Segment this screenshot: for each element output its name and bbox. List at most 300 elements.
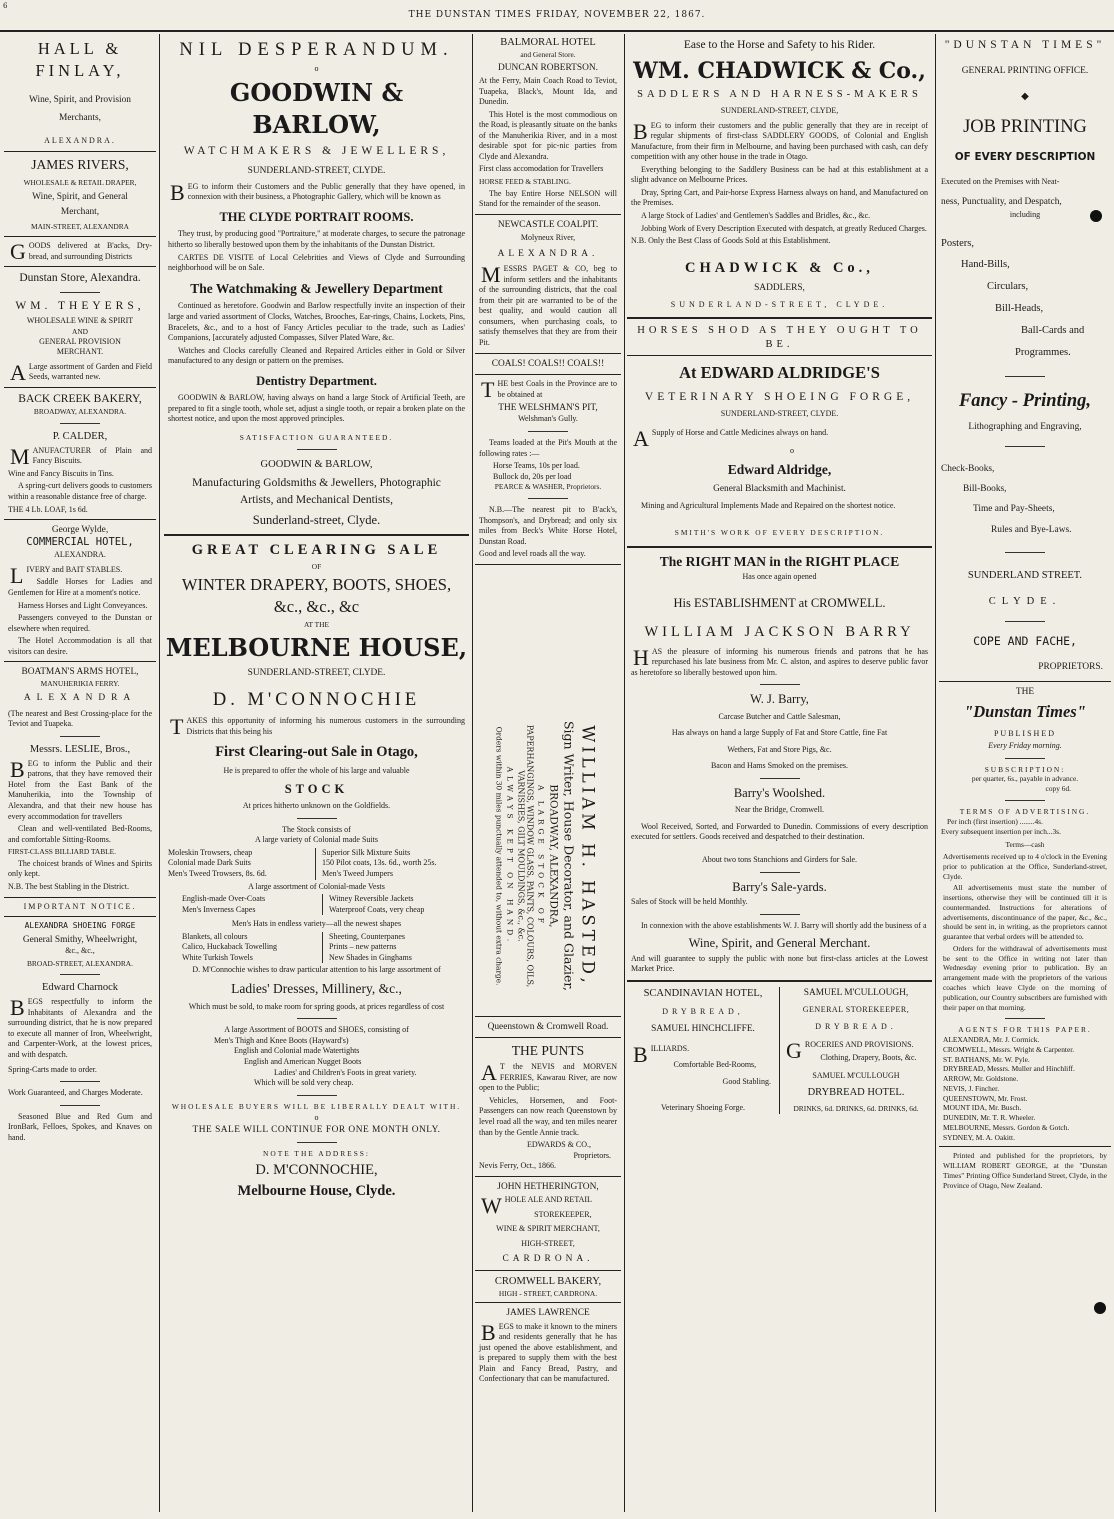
boots-line: English and Colonial made Watertights xyxy=(234,1046,360,1056)
aldridge-name: Edward Aldridge, xyxy=(727,462,832,477)
back-creek-title: BACK CREEK BAKERY, xyxy=(18,392,142,405)
address-name: D. M'CONNOCHIE, xyxy=(255,1162,378,1179)
punts-sig: EDWARDS & CO., xyxy=(526,1140,591,1150)
chadwick-slogan: Ease to the Horse and Safety to his Rider. xyxy=(683,39,876,51)
sale-intro-text: AKES this opportunity of informing his numerous customers in the surrounding Districts that this being his xyxy=(186,716,465,736)
commercial-para: Harness Horses and Light Conveyances. xyxy=(18,600,148,610)
subscription: SUBSCRIPTION: xyxy=(984,764,1066,774)
separator: o xyxy=(314,64,319,74)
ink-blot xyxy=(1090,210,1102,222)
shoeing-place: BROAD-STREET, ALEXANDRA. xyxy=(27,958,133,968)
agent-entry: QUEENSTOWN, Mr. Frost. xyxy=(943,1093,1028,1103)
theyers-line: MERCHANT. xyxy=(56,347,104,357)
stock-list-left xyxy=(168,894,318,915)
column-1 xyxy=(4,34,156,1512)
bakery-body xyxy=(479,1319,617,1385)
goods-notice xyxy=(8,239,152,265)
newcastle-body-text: ESSRS PAGET & CO, beg to inform settlers and the inhabitants of the surrounding districts, that the coal from their pit are warranted to be of the best quality, and would caution all consumers, when purchasing coals, to satisfy themselves that they are from their Pit. xyxy=(479,264,617,347)
sale-line: Which must be sold, to make room for spring goods, at prices regardless of cost xyxy=(188,1001,445,1011)
drop-cap: G xyxy=(10,239,26,265)
satisfaction: SATISFACTION GUARANTEED. xyxy=(239,432,394,442)
chadwick-sig-trade: SADDLERS, xyxy=(754,282,805,293)
woolshed-place: Near the Bridge, Cromwell. xyxy=(734,805,825,815)
chadwick-body xyxy=(631,118,928,163)
wj-trade: Carcase Butcher and Cattle Salesman, xyxy=(718,711,841,721)
back-creek-place: BROADWAY, ALEXANDRA. xyxy=(33,407,127,417)
stock-item: Calico, Huckaback Towelling xyxy=(182,942,278,952)
boots-line: Which will be sold very cheap. xyxy=(254,1078,354,1088)
scandinavian-owner: SAMUEL HINCHCLIFFE. xyxy=(651,1024,755,1035)
exec-line: including xyxy=(1009,209,1041,219)
calder-line: THE 4 Lb. LOAF, 1s 6d. xyxy=(8,504,88,514)
aldridge-title: At EDWARD ALDRIDGE'S xyxy=(679,363,880,383)
agents-heading: AGENTS FOR THIS PAPER. xyxy=(958,1025,1092,1035)
goodwin-para: They trust, by producing good "Portraiture," at moderate charges, to secure the patronage hitherto so liberally bestowed upon them by the inhabitants of the Dunstan District. xyxy=(168,229,465,250)
clearing-sale-banner: GREAT CLEARING SALE xyxy=(191,542,442,559)
drop-cap: A xyxy=(633,425,649,451)
mcullough-sig: SAMUEL M'CULLOUGH xyxy=(812,1071,900,1081)
subscription-line: per quarter, 6s., payable in advance. xyxy=(971,774,1079,784)
goodwin-sig-street: Sunderland-street, Clyde. xyxy=(252,512,381,527)
terms-cash: Terms—cash xyxy=(1005,840,1045,850)
goods-notice-text: OODS delivered at B'acks, Dry-bread, and surrounding Districts xyxy=(28,241,152,261)
sale-line: D. M'Connochie wishes to draw particular attention to his large assortment of xyxy=(192,965,441,975)
chadwick-sig-street: SUNDERLAND-STREET, CLYDE. xyxy=(670,300,889,310)
stock-item: Superior Silk Mixture Suits xyxy=(322,847,411,857)
printing-item: Programmes. xyxy=(1015,346,1071,358)
drop-cap: G xyxy=(786,1038,802,1064)
hasted-orders: Orders within 30 miles punctually attended to, without extra charge. xyxy=(494,726,504,986)
shoeing-line: &c., &c., xyxy=(65,946,95,956)
column-rule xyxy=(159,34,160,1512)
hasted-advert xyxy=(478,706,614,1006)
friday: Every Friday morning. xyxy=(988,741,1062,751)
agent-entry: MELBOURNE, Messrs. Gordon & Gotch. xyxy=(943,1122,1070,1132)
column-rule xyxy=(472,34,473,1512)
newcastle-place: ALEXANDRA. xyxy=(497,248,599,259)
calder-name: P. CALDER, xyxy=(52,430,108,442)
bakery-title: CROMWELL BAKERY, xyxy=(494,1275,602,1287)
punts-body xyxy=(479,1062,617,1094)
drybread-hotel: DRYBREAD HOTEL. xyxy=(807,1086,905,1098)
fancy-printing: Fancy - Printing, xyxy=(958,390,1092,411)
watch-dept-heading: The Watchmaking & Jewellery Department xyxy=(190,280,443,296)
hall-finlay-place: ALEXANDRA. xyxy=(44,136,116,146)
opened: Has once again opened xyxy=(742,572,817,582)
goodwin-street: SUNDERLAND-STREET, CLYDE. xyxy=(247,166,386,177)
hall-finlay-line: Merchants, xyxy=(59,112,101,123)
printing-item: Posters, xyxy=(941,237,974,249)
chadwick-title: WM. CHADWICK & Co., xyxy=(633,58,926,85)
first-clearing-sale: First Clearing-out Sale in Otago, xyxy=(215,744,418,761)
theyers-body-text: Large assortment of Garden and Field Seeds, warranted new. xyxy=(28,361,152,382)
coals-rate: Bullock do, 20s per load xyxy=(493,471,572,481)
guarantee-para: And will guarantee to supply the public with none but first-class articles at the Lowest Market Price. xyxy=(631,953,928,974)
theyers-body xyxy=(8,359,152,385)
charnock-para: Spring-Carts made to order. xyxy=(8,1064,97,1074)
stock-item: New Shades in Ginghams xyxy=(329,952,412,962)
agent-entry: MOUNT IDA, Mr. Busch. xyxy=(943,1103,1022,1113)
goodwin-intro-text: EG to inform their Customers and the Public generally that they have opened, in connexion with their business, a Photographic Gallery, which will be known as xyxy=(187,181,465,202)
stock-item: Moleskin Trowsers, cheap xyxy=(168,847,253,857)
balmoral-title: BALMORAL HOTEL xyxy=(500,37,596,48)
mconnochie-name: D. M'CONNOCHIE xyxy=(212,689,421,710)
printing-office-sub: GENERAL PRINTING OFFICE. xyxy=(961,66,1089,77)
barry-body-text: AS the pleasure of informing his numerous friends and patrons that he has repurchased his late business from Mr. C. alston, and aspires to deserve public favor as heretofore so liberally bestowed upon him. xyxy=(631,646,928,677)
scandinavian-place: DRYBREAD, xyxy=(662,1006,744,1016)
printing-office-title: "DUNSTAN TIMES" xyxy=(944,39,1106,51)
masthead xyxy=(0,0,1114,32)
stock-item: Men's Inverness Capes xyxy=(182,904,256,914)
stock-list-left xyxy=(168,848,311,880)
hasted-kept: ALWAYS KEPT ON HAND. xyxy=(505,766,515,946)
stock-list-right xyxy=(322,932,465,964)
printing-item: Hand-Bills, xyxy=(961,259,1010,271)
exec-line: Executed on the Premises with Neat- xyxy=(941,177,1060,187)
agents-list xyxy=(939,1035,1111,1142)
charnock-para: Work Guaranteed, and Charges Moderate. xyxy=(8,1088,143,1098)
agent-entry: ARROW, Mr. Goldstone. xyxy=(943,1074,1019,1084)
sale-stock: STOCK xyxy=(284,781,349,796)
drop-cap: B xyxy=(633,1041,648,1067)
chadwick-body-text: EG to inform their customers and the public generally that they are in receipt of regular shipments of first-class SADDLERY GOODS, of Colonial and English Manufacture, from their firm in Melbourne, and having been purchased with cash, can defy competition with any other house in the trade in Otago. xyxy=(631,120,928,162)
drop-cap: B xyxy=(633,118,648,144)
goodwin-para: GOODWIN & BARLOW, having always on hand a large Stock of Artificial Teeth, are prepared to fit a single tooth, whole set, adjust a single tooth, or repair a broken plate on the shortest notice, and upon the most approved principles. xyxy=(168,393,465,424)
sale-at: AT THE xyxy=(304,619,329,629)
leslie-para: The choicest brands of Wines and Spirits only kept. xyxy=(8,858,152,879)
drop-cap: B xyxy=(481,1319,496,1345)
goodwin-para: Watches and Clocks carefully Cleaned and Repaired Articles either in Gold or Silver manufactured to any design or pattern on the premises. xyxy=(168,345,465,366)
lawrence-name: JAMES LAWRENCE xyxy=(506,1308,590,1319)
agent-entry: SYDNEY, M. A. Oakitt. xyxy=(943,1132,1015,1142)
proprietors-role: PROPRIETORS. xyxy=(1038,662,1103,673)
calder-body xyxy=(8,443,152,469)
boots-line: Men's Thigh and Knee Boots (Hayward's) xyxy=(214,1035,349,1045)
agent-entry: CROMWELL, Messrs. Wright & Carpenter. xyxy=(943,1044,1075,1054)
leslie-para: FIRST-CLASS BILLIARD TABLE. xyxy=(8,847,117,857)
stock-list xyxy=(168,932,465,964)
commercial-place: ALEXANDRA. xyxy=(54,550,106,560)
dunstan-store: Dunstan Store, Alexandra. xyxy=(19,272,141,285)
sale-offer: He is prepared to offer the whole of his large and valuable xyxy=(223,766,410,776)
boatmans-title: BOATMAN'S ARMS HOTEL, xyxy=(21,667,139,678)
mcullough-line: Clothing, Drapery, Boots, &c. xyxy=(820,1052,917,1062)
scandinavian-body-text: ILLIARDS. xyxy=(650,1043,690,1053)
chadwick-para: N.B. Only the Best Class of Goods Sold at this Establishment. xyxy=(631,236,831,246)
stanchions: About two tons Stanchions and Girders for Sale. xyxy=(701,854,858,864)
sale-line: A large assortment of Colonial-made Vests xyxy=(248,881,385,891)
balmoral-para: At the Ferry, Main Coach Road to Teviot, Tuapeka, Black's, Mount Ida, and Dunedin. xyxy=(479,76,617,107)
drop-cap: L xyxy=(10,562,24,588)
calder-line: Wine and Fancy Biscuits in Tins. xyxy=(8,468,114,478)
ink-blot xyxy=(1094,1302,1106,1314)
calder-body-text: ANUFACTURER of Plain and Fancy Biscuits. xyxy=(32,445,152,466)
hasted-trade: Sign Writer, House Decorator, and Glazier, xyxy=(561,720,577,992)
goodwin-sig-line: Artists, and Mechanical Dentists, xyxy=(240,493,393,506)
printing-item: Time and Pay-Sheets, xyxy=(973,504,1055,515)
boatmans-town: ALEXANDRA xyxy=(23,693,137,704)
exec-line: ness, Punctuality, and Despatch, xyxy=(941,196,1062,207)
column-3-lower xyxy=(475,1012,621,1512)
mcullough-title: SAMUEL M'CULLOUGH, xyxy=(803,987,909,998)
commercial-owner: George Wylde, xyxy=(51,525,109,536)
agent-entry: ST. BATHANS, Mr. W. Pyle. xyxy=(943,1054,1030,1064)
portrait-rooms: THE CLYDE PORTRAIT ROOMS. xyxy=(219,209,414,224)
dentistry-heading: Dentistry Department. xyxy=(256,373,377,388)
leslie-title: Messrs. LESLIE, Bros., xyxy=(29,743,131,755)
coals-rate: Horse Teams, 10s per load. xyxy=(493,461,580,471)
smith-work: SMITH'S WORK OF EVERY DESCRIPTION. xyxy=(674,527,885,537)
office-town: CLYDE. xyxy=(988,595,1062,607)
drop-cap: H xyxy=(633,644,649,670)
bottom-adverts xyxy=(627,987,932,1114)
mcullough-body-text: ROCERIES AND PROVISIONS. xyxy=(804,1040,914,1050)
hetherington-body-text: HOLE ALE AND RETAIL xyxy=(504,1195,592,1205)
drinks-line: DRINKS, 6d. DRINKS, 6d. DRINKS, 6d. xyxy=(793,1103,919,1113)
wj-barry: W. J. Barry, xyxy=(750,692,809,707)
terms-para: Orders for the withdrawal of advertisements must be sent to the Office in writing not later than Wednesday evening prior to publication. By an arrangement made with the proprietors of the various coaches which leave Clyde on the morning of publication, our Country subscribers are furnished with their paper on that morning. xyxy=(943,943,1107,1012)
wj-line: Has always on hand a large Supply of Fat and Store Cattle, fine Fat xyxy=(671,728,888,738)
printing-item: Ball-Cards and xyxy=(1021,324,1085,336)
boots-line: English and American Nugget Boots xyxy=(244,1056,362,1066)
chadwick-street: SUNDERLAND-STREET, CLYDE, xyxy=(720,106,839,116)
drop-cap: B xyxy=(10,995,25,1021)
scandinavian-line: Comfortable Bed-Rooms, xyxy=(673,1060,757,1070)
paper-title: "Dunstan Times" xyxy=(964,701,1086,721)
coals-para: Good and level roads all the way. xyxy=(479,549,586,559)
chadwick-para: Everything belonging to the Saddlery Business can be had at this establishment at a slight advance on Melbourne Prices. xyxy=(631,164,928,185)
leslie-para: N.B. The best Stabling in the District. xyxy=(8,882,129,892)
printing-item: Check-Books, xyxy=(941,463,995,474)
newcastle-title: NEWCASTLE COALPIT. xyxy=(497,219,599,230)
mcullough-place: DRYBREAD. xyxy=(815,1021,897,1031)
hasted-items: PAPERHANGINGS, WINDOW GLASS, PAINTS, COLOURS, OILS, VARNISHES, GILT MOULDINGS, &c., &c. xyxy=(516,724,535,988)
printing-item: Bill-Books, xyxy=(963,483,1007,494)
motto-heading: NIL DESPERANDUM. xyxy=(179,40,454,60)
sale-of: OF xyxy=(311,562,322,572)
barry-body xyxy=(631,644,928,679)
rivers-line: WHOLESALE & RETAIL DRAPER, xyxy=(23,177,137,187)
imprint: Printed and published for the proprietors, by WILLIAM ROBERT GEORGE, at the "Dunstan Times" Printing Office Sunderland Street, Clyde, in the Province of Otago, New Zealand. xyxy=(943,1151,1107,1190)
goodwin-intro xyxy=(168,179,465,205)
wj-line: Wethers, Fat and Store Pigs, &c. xyxy=(727,744,832,754)
stock-item: Sheeting, Counterpanes xyxy=(329,931,405,941)
drop-cap: A xyxy=(481,1060,497,1086)
aldridge-forge: VETERINARY SHOEING FORGE, xyxy=(644,391,915,404)
column-5 xyxy=(939,34,1111,1512)
stock-item: Waterproof Coats, very cheap xyxy=(329,904,425,914)
barry-name: WILLIAM JACKSON BARRY xyxy=(644,624,915,641)
charnock-name: Edward Charnock xyxy=(41,982,119,994)
wine-merchant: Wine, Spirit, and General Merchant. xyxy=(688,936,871,951)
column-4 xyxy=(627,34,932,1512)
stock-list xyxy=(168,894,465,915)
scandinavian-line: Veterinary Shoeing Forge. xyxy=(660,1103,746,1113)
sale-consists: The Stock consists of xyxy=(282,824,351,834)
terms-para: All advertisements must state the number of insertions, otherwise they will be continued till it is countermanded. Instructions for alterations of advertisements, discontinuance of the paper, &c., &c., should be sent in, in writing, as the proprietors cannot guarantee that verbal orders will be attended to. xyxy=(943,883,1107,942)
bakery-body-text: EGS to make it known to the miners and residents generally that he has just opened the above establishment, and is prepared to supply them with the best Plain and Fancy Bread, Pastry, and Confectionary that can be manufactured. xyxy=(479,1321,617,1384)
theyers-line: WHOLESALE WINE & SPIRIT xyxy=(26,316,134,326)
sale-month: THE SALE WILL CONTINUE FOR ONE MONTH ONLY. xyxy=(192,1124,441,1135)
newcastle-place: Molyneux River, xyxy=(520,233,576,243)
balmoral-sub: and General Store. xyxy=(520,49,576,59)
charnock-body-text: EGS respectfully to inform the Inhabitants of Alexandra and the surrounding district, that he is now prepared to execute all manner of Iron, Wheelwright, and Carpenter-Work, at the lowest prices, and with despatch. xyxy=(8,997,152,1059)
hetherington-name: JOHN HETHERINGTON, xyxy=(497,1181,599,1192)
column-2 xyxy=(164,34,469,1512)
sale-line: A large variety of Colonial made Suits xyxy=(255,835,378,845)
separator: o xyxy=(789,446,794,456)
supply-body xyxy=(631,425,928,451)
supply-text: Supply of Horse and Cattle Medicines always on hand. xyxy=(651,427,829,437)
agent-entry: DUNEDIN, Mr. T. R. Wheeler. xyxy=(943,1113,1036,1123)
chadwick-para: Dray, Spring Cart, and Pair-horse Express Harness always on hand, and Manufactured on the Premises. xyxy=(631,187,928,208)
coals-gully: Welshman's Gully. xyxy=(518,414,578,424)
terms-heading: TERMS OF ADVERTISING. xyxy=(959,806,1091,816)
boots-line: A large Assortment of BOOTS and SHOES, consisting of xyxy=(224,1025,409,1035)
coals-para: Teams loaded at the Pit's Mouth at the following rates :— xyxy=(479,438,617,458)
hetherington-line: CARDRONA. xyxy=(502,1254,594,1265)
aldridge-street: SUNDERLAND-STREET, CLYDE. xyxy=(720,409,839,419)
shoeing-line: General Smithy, Wheelwright, xyxy=(22,934,138,945)
bakery-street: HIGH - STREET, CARDRONA. xyxy=(498,1288,598,1298)
drop-cap: M xyxy=(10,443,30,469)
office-street: SUNDERLAND STREET. xyxy=(967,570,1083,582)
coals-pit: THE WELSHMAN'S PIT, xyxy=(498,403,598,414)
horses-shod: HORSES SHOD AS THEY OUGHT TO BE. xyxy=(637,324,922,350)
hasted-rotated xyxy=(495,708,598,1004)
sale-intro xyxy=(168,714,465,740)
goodwin-trade: WATCHMAKERS & JEWELLERS, xyxy=(183,145,450,158)
sale-etc: &c., &c., &c xyxy=(273,597,360,617)
aldridge-para: Mining and Agricultural Implements Made and Repaired on the shortest notice. xyxy=(641,501,896,511)
goodwin-sig-line: Manufacturing Goldsmiths & Jewellers, Photographic xyxy=(192,476,441,489)
balmoral-para: The bay Entire Horse NELSON will Stand for the remainder of the season. xyxy=(479,188,617,209)
rivers-line: Wine, Spirit, and General xyxy=(32,192,128,203)
balmoral-owner: DUNCAN ROBERTSON. xyxy=(498,62,598,73)
chadwick-trade: SADDLERS AND HARNESS-MAKERS xyxy=(637,89,922,101)
agent-entry: NEVIS, J. Fincher. xyxy=(943,1083,1000,1093)
proprietors: COPE AND FACHE, xyxy=(973,633,1077,648)
terms-line: Per inch (first insertion) ........4s. xyxy=(947,816,1043,826)
note-address: NOTE THE ADDRESS: xyxy=(263,1149,370,1159)
punts-para: Vehicles, Horsemen, and Foot-Passengers can now reach Queenstown by level road all the way, and ten miles nearer than by the Gentle Annie track. xyxy=(479,1095,617,1137)
punts-body-text: T the NEVIS and MORVEN FERRIES, Kawarau River, are now open to the Public; xyxy=(479,1062,617,1093)
punts-date: Nevis Ferry, Oct., 1866. xyxy=(479,1161,557,1171)
published: PUBLISHED xyxy=(993,728,1056,738)
road-heading: Queenstown & Cromwell Road. xyxy=(487,1022,609,1032)
important-notice: IMPORTANT NOTICE. xyxy=(23,901,137,911)
hall-finlay-title: HALL & FINLAY, xyxy=(35,39,125,80)
stock-list-right xyxy=(315,848,465,880)
leslie-body-text: EG to inform the Public and their patrons, that they have removed their Hotel from the East Bank of the Manuherikia, into the Township of Alexandra, and that their new house has every accommodation for travellers xyxy=(8,758,152,821)
woolshed-heading: Barry's Woolshed. xyxy=(733,785,826,800)
commercial-title: COMMERCIAL HOTEL, xyxy=(26,536,134,549)
drop-cap: B xyxy=(170,179,185,205)
scandinavian-line: Good Stabling. xyxy=(722,1076,771,1086)
mcullough-advert xyxy=(779,987,932,1114)
balmoral-para: HORSE FEED & STABLING. xyxy=(479,176,571,186)
chadwick-para: Jobbing Work of Every Description Executed with despatch, at greatly Reduced Charges. xyxy=(641,223,927,233)
agent-entry: ALEXANDRA, Mr. J. Cormick. xyxy=(943,1035,1040,1045)
mcullough-trade: GENERAL STOREKEEPER, xyxy=(802,1005,910,1015)
melbourne-house: MELBOURNE HOUSE, xyxy=(165,632,468,662)
woolshed-para: Wool Received, Sorted, and Forwarded to Dunedin. Commissions of every description executed for settlers. Goods received and despatched to their destination. xyxy=(631,821,928,842)
aldridge-trade: General Blacksmith and Machinist. xyxy=(713,483,846,494)
rivers-title: JAMES RIVERS, xyxy=(31,156,129,172)
commercial-para: Saddle Horses for Ladies and Gentlemen for Hire at a moment's notice. xyxy=(8,577,152,597)
stock-item: Blankets, all colours xyxy=(182,931,248,941)
drop-cap: B xyxy=(10,756,25,782)
wj-line: Bacon and Hams Smoked on the premises. xyxy=(710,761,849,771)
sale-line: Men's Hats in endless variety—all the newest shapes xyxy=(231,919,402,929)
wholesale-notice: WHOLESALE BUYERS WILL BE LIBERALLY DEALT WITH. xyxy=(171,1101,462,1111)
coals-para: N.B.—The nearest pit to B'ack's, Thompson's, and Drybread; and only six miles from Beck's White Horse Hotel, Dunstan Road. xyxy=(479,504,617,546)
hetherington-line: WINE & SPIRIT MERCHANT, xyxy=(496,1224,600,1234)
coals-body-text: HE best Coals in the Province are to be obtained at xyxy=(497,378,617,399)
printing-item: Rules and Bye-Laws. xyxy=(991,524,1072,535)
job-printing: JOB PRINTING xyxy=(963,116,1087,137)
hetherington-line: STOREKEEPER, xyxy=(534,1209,592,1219)
coals-body xyxy=(479,376,617,402)
drop-cap: A xyxy=(10,359,26,385)
stock-item: Prints – new patterns xyxy=(329,942,397,952)
balmoral-para: First class accomodation for Travellers xyxy=(479,164,604,174)
goodwin-para: CARTES DE VISITE of Local Celebrities and Views of Clyde and Surrounding neighborhood will be on Sale. xyxy=(168,252,465,273)
chadwick-para: A large Stock of Ladies' and Gentlemen's Saddles and Bridles, &c., &c. xyxy=(641,210,871,220)
newcastle-body xyxy=(479,264,617,348)
address-house: Melbourne House, Clyde. xyxy=(237,1183,396,1200)
punts-role: Proprietors. xyxy=(573,1150,611,1160)
boots-line: Ladies' and Children's Foots in great variety. xyxy=(274,1067,417,1077)
column-rule xyxy=(935,34,936,1512)
commercial-body-text: IVERY and BAIT STABLES. xyxy=(26,564,123,574)
folio-number: 6 xyxy=(3,2,8,10)
stock-list xyxy=(168,848,465,880)
boatmans-note: (The nearest and Best Crossing-place for the Teviot and Tuapeka. xyxy=(8,708,152,729)
goodwin-signature: GOODWIN & BARLOW, xyxy=(260,458,373,470)
saleyards-para: Sales of Stock will be held Monthly. xyxy=(631,897,748,907)
establishment: His ESTABLISHMENT at CROMWELL. xyxy=(673,595,886,610)
printing-item: Bill-Heads, xyxy=(995,303,1044,315)
separator-diamond: ◆ xyxy=(1021,90,1029,102)
charnock-para: Seasoned Blue and Red Gum and IronBark, Felloes, Spokes, and Knaves on hand. xyxy=(8,1111,152,1142)
every-description: OF EVERY DESCRIPTION xyxy=(954,151,1096,164)
goodwin-para: Continued as heretofore. Goodwin and Barlow respectfully invite an inspection of their large and varied assortment of Clocks, Watches, Brooches, Ear-rings, Chains, Lockets, Pins, Bracelets, &c., and to a host of Fancy Articles peculiar to the trade, such as Ladies' Companions, [accurately adjusted Compasses, Silver Plated Ware, &c. xyxy=(168,301,465,343)
shoeing-title: ALEXANDRA SHOEING FORGE xyxy=(24,921,136,931)
rivers-place: MAIN-STREET, ALEXANDRA xyxy=(31,222,129,232)
calder-line: A spring-curt delivers goods to customers within a reasonable distance free of charge. xyxy=(8,481,152,501)
ladies-dresses: Ladies' Dresses, Millinery, &c., xyxy=(231,980,402,996)
balmoral-para: This Hotel is the most commodious on the Road, is pleasantly situate on the banks of the Manuherikia River, and in a most desirable spot for pic-nic parties from Clyde and Alexandra. xyxy=(479,109,617,161)
goodwin-barlow-title: GOODWIN & BARLOW, xyxy=(229,77,404,139)
right-man-heading: The RIGHT MAN in the RIGHT PLACE xyxy=(659,553,900,569)
leslie-body xyxy=(8,756,152,822)
coals-title: COALS! COALS!! COALS!! xyxy=(491,358,605,369)
theyers-line: AND xyxy=(71,327,88,337)
sale-goods: WINTER DRAPERY, BOOTS, SHOES, xyxy=(181,575,452,595)
subscription-line: copy 6d. xyxy=(1045,784,1071,794)
terms-para: Advertisements received up to 4 o'clock in the Evening prior to publication at the Office, Sunderland-street, Clyde. xyxy=(943,852,1107,881)
agent-entry: DRYBREAD, Messrs. Muller and Hinchliff. xyxy=(943,1064,1075,1074)
stock-item: Colonial made Dark Suits xyxy=(168,858,251,868)
stock-item: English-made Over-Coats xyxy=(182,894,266,904)
theyers-title: WM. THEYERS, xyxy=(15,300,145,313)
drop-cap: T xyxy=(481,376,495,402)
hall-finlay-line: Wine, Spirit, and Provision xyxy=(29,94,131,105)
scandinavian-title: SCANDINAVIAN HOTEL, xyxy=(643,987,763,999)
stock-item: Men's Tweed Jumpers xyxy=(322,869,393,879)
commercial-para: Passengers conveyed to the Dunstan or elsewhere when required. xyxy=(8,613,152,633)
